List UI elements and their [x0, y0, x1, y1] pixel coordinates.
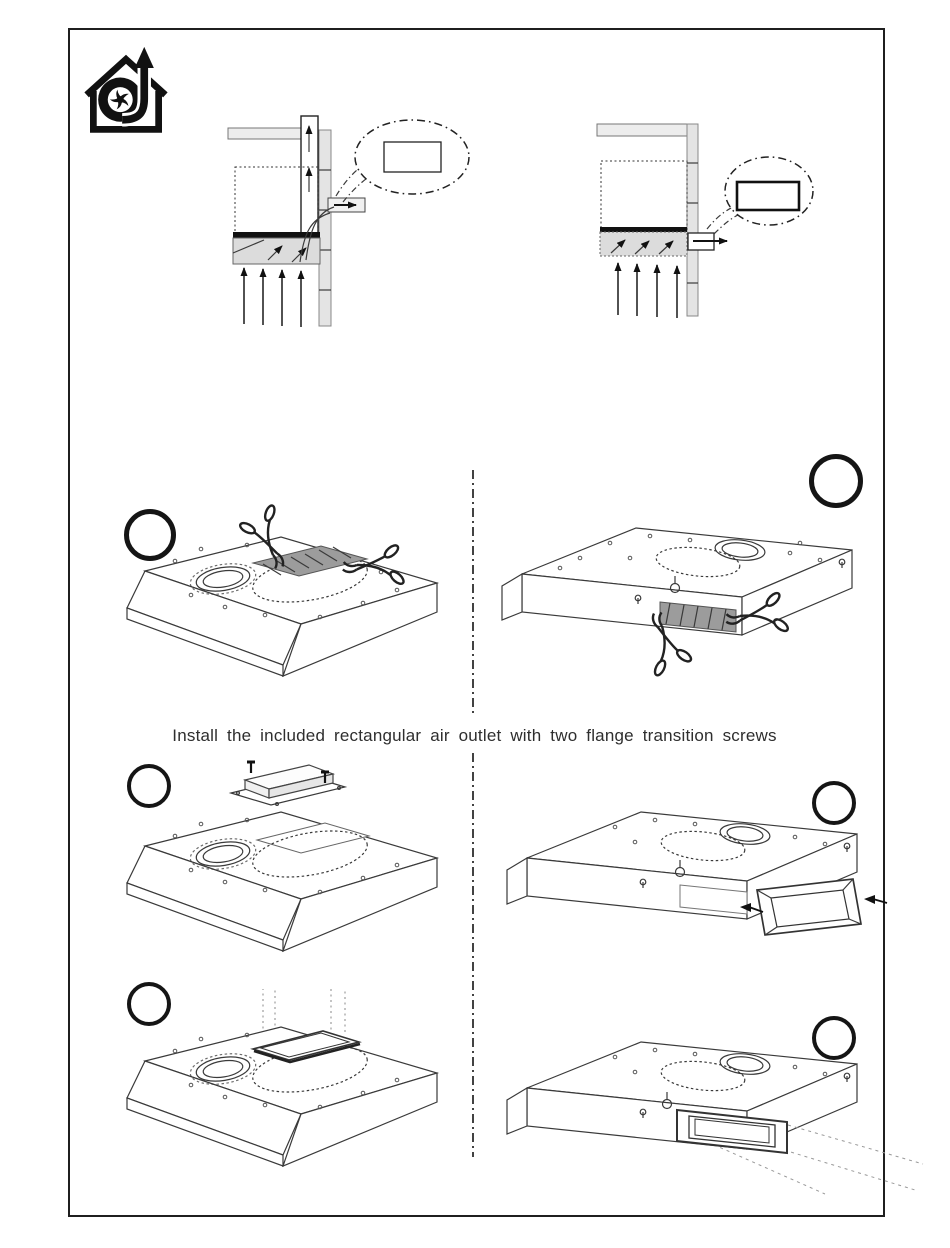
rectangular-air-outlet-installed-on-top-with-dashed-duct-lines	[105, 985, 455, 1185]
rectangular-air-outlet-attached-to-rear-opening-with-two-screws	[495, 782, 915, 967]
rectangular-air-outlet-part	[757, 879, 861, 935]
rectangular-air-outlet-above-top-opening-with-two-screws	[105, 760, 455, 965]
rectangular-air-outlet-installed-on-rear-with-dashed-duct-lines	[495, 1012, 925, 1197]
rectangular-air-outlet-part	[231, 762, 345, 805]
hood-rear-knockout-removal-with-pliers	[490, 498, 910, 688]
hood-top-knockout-removal-with-pliers	[105, 495, 455, 695]
instruction-text: Install the included rectangular air outlet with two flange transition screws	[172, 726, 777, 745]
